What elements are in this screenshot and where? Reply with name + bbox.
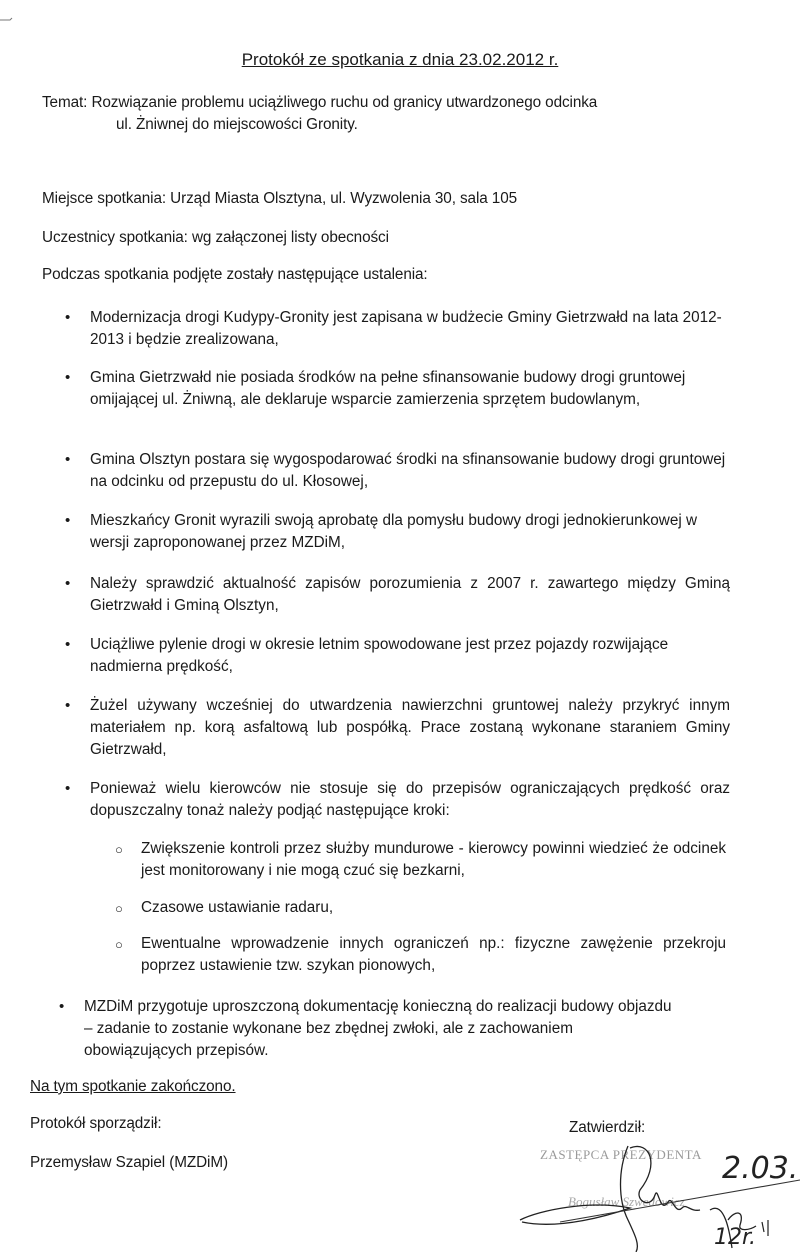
- bullet-icon: •: [65, 369, 71, 386]
- closing-statement: Na tym spotkanie zakończono.: [30, 1078, 236, 1095]
- sub-list-item: ○ Zwiększenie kontroli przez służby mundurowe - kierowcy powinni wiedzieć że odcinek jest monitorowany i nie mogą czuć się bezkarni,: [115, 840, 726, 879]
- handwritten-date-top: 2.03.: [722, 1151, 799, 1186]
- bullet-icon: •: [59, 998, 65, 1015]
- meeting-participants: Uczestnicy spotkania: wg załączonej listy obecności: [42, 229, 389, 246]
- circle-bullet-icon: ○: [115, 901, 123, 916]
- bullet-icon: •: [65, 636, 71, 653]
- topic: [42, 92, 722, 136]
- list-item: • Żużel używany wcześniej do utwardzenia nawierzchni gruntowej należy przykryć innym materiałem np. korą asfaltową lub pospółką. Prace zostaną wykonane staraniem Gminy Gietrzwałd,: [65, 697, 730, 758]
- document-title: Protokół ze spotkania z dnia 23.02.2012 r.: [241, 50, 559, 69]
- bullet-icon: •: [65, 451, 71, 468]
- prepared-by-label: Protokół sporządził:: [30, 1115, 162, 1132]
- stamp-name: Bogusław Szwedowicz: [568, 1194, 685, 1209]
- circle-bullet-icon: ○: [115, 937, 123, 952]
- list-item: • Gmina Olsztyn postara się wygospodarować środki na sfinansowanie budowy drogi gruntowej na odcinku od przepustu do ul. Kłosowej,: [65, 451, 726, 490]
- sub-list-item: ○ Czasowe ustawianie radaru,: [141, 897, 726, 919]
- prepared-by-name: Przemysław Szapiel (MZDiM): [30, 1154, 228, 1171]
- bullet-icon: •: [65, 697, 71, 714]
- handwritten-date-bottom: 12r.: [714, 1225, 757, 1250]
- list-item: • MZDiM przygotuje uproszczoną dokumentację konieczną do realizacji budowy objazdu – zadanie to zostanie wykonane bez zbędnej zwłoki, ale z zachowaniem obowiązujących przepisów.: [59, 998, 672, 1059]
- list-item: • Mieszkańcy Gronit wyrazili swoją aprobatę dla pomysłu budowy drogi jednokierunkowej w wersji zaproponowanej przez MZDiM,: [65, 512, 698, 551]
- bullet-icon: •: [65, 512, 71, 529]
- meeting-place: Miejsce spotkania: Urząd Miasta Olsztyna, ul. Wyzwolenia 30, sala 105: [42, 190, 518, 207]
- list-item: • Uciążliwe pylenie drogi w okresie letnim spowodowane jest przez pojazdy rozwijające nadmierna prędkość,: [65, 636, 669, 675]
- list-item: • Modernizacja drogi Kudypy-Gronity jest zapisana w budżecie Gminy Gietrzwałd na lata 2012-2013 i będzie zrealizowana,: [65, 309, 722, 348]
- approved-by-label: Zatwierdził:: [569, 1119, 646, 1136]
- topic-line-2: ul. Żniwnej do miejscowości Gronity.: [116, 116, 358, 133]
- stamp-title: ZASTĘPCA PREZYDENTA: [540, 1147, 702, 1162]
- decisions-intro: Podczas spotkania podjęte zostały następujące ustalenia:: [42, 266, 428, 283]
- signature-icon: [500, 1140, 800, 1252]
- circle-bullet-icon: ○: [115, 842, 123, 857]
- topic-line-1: Temat: Rozwiązanie problemu uciążliwego ruchu od granicy utwardzonego odcinka: [42, 94, 598, 111]
- list-item: • Ponieważ wielu kierowców nie stosuje się do przepisów ograniczających prędkość oraz dopuszczalny tonaż należy podjąć następujące kroki:: [65, 780, 730, 819]
- sub-list-item: ○ Ewentualne wprowadzenie innych ograniczeń np.: fizyczne zawężenie przekroju poprzez ustawienie tzw. szykan pionowych,: [115, 935, 726, 974]
- scan-mark-icon: [0, 14, 30, 28]
- bullet-icon: •: [65, 309, 71, 326]
- bullet-icon: •: [65, 780, 71, 797]
- list-item: • Należy sprawdzić aktualność zapisów porozumienia z 2007 r. zawartego między Gminą Gietrzwałd i Gminą Olsztyn,: [65, 575, 730, 614]
- list-item: • Gmina Gietrzwałd nie posiada środków na pełne sfinansowanie budowy drogi gruntowej omijającej ul. Żniwną, ale deklaruje wsparcie zamierzenia sprzętem budowlanym,: [65, 369, 686, 408]
- bullet-icon: •: [65, 575, 71, 592]
